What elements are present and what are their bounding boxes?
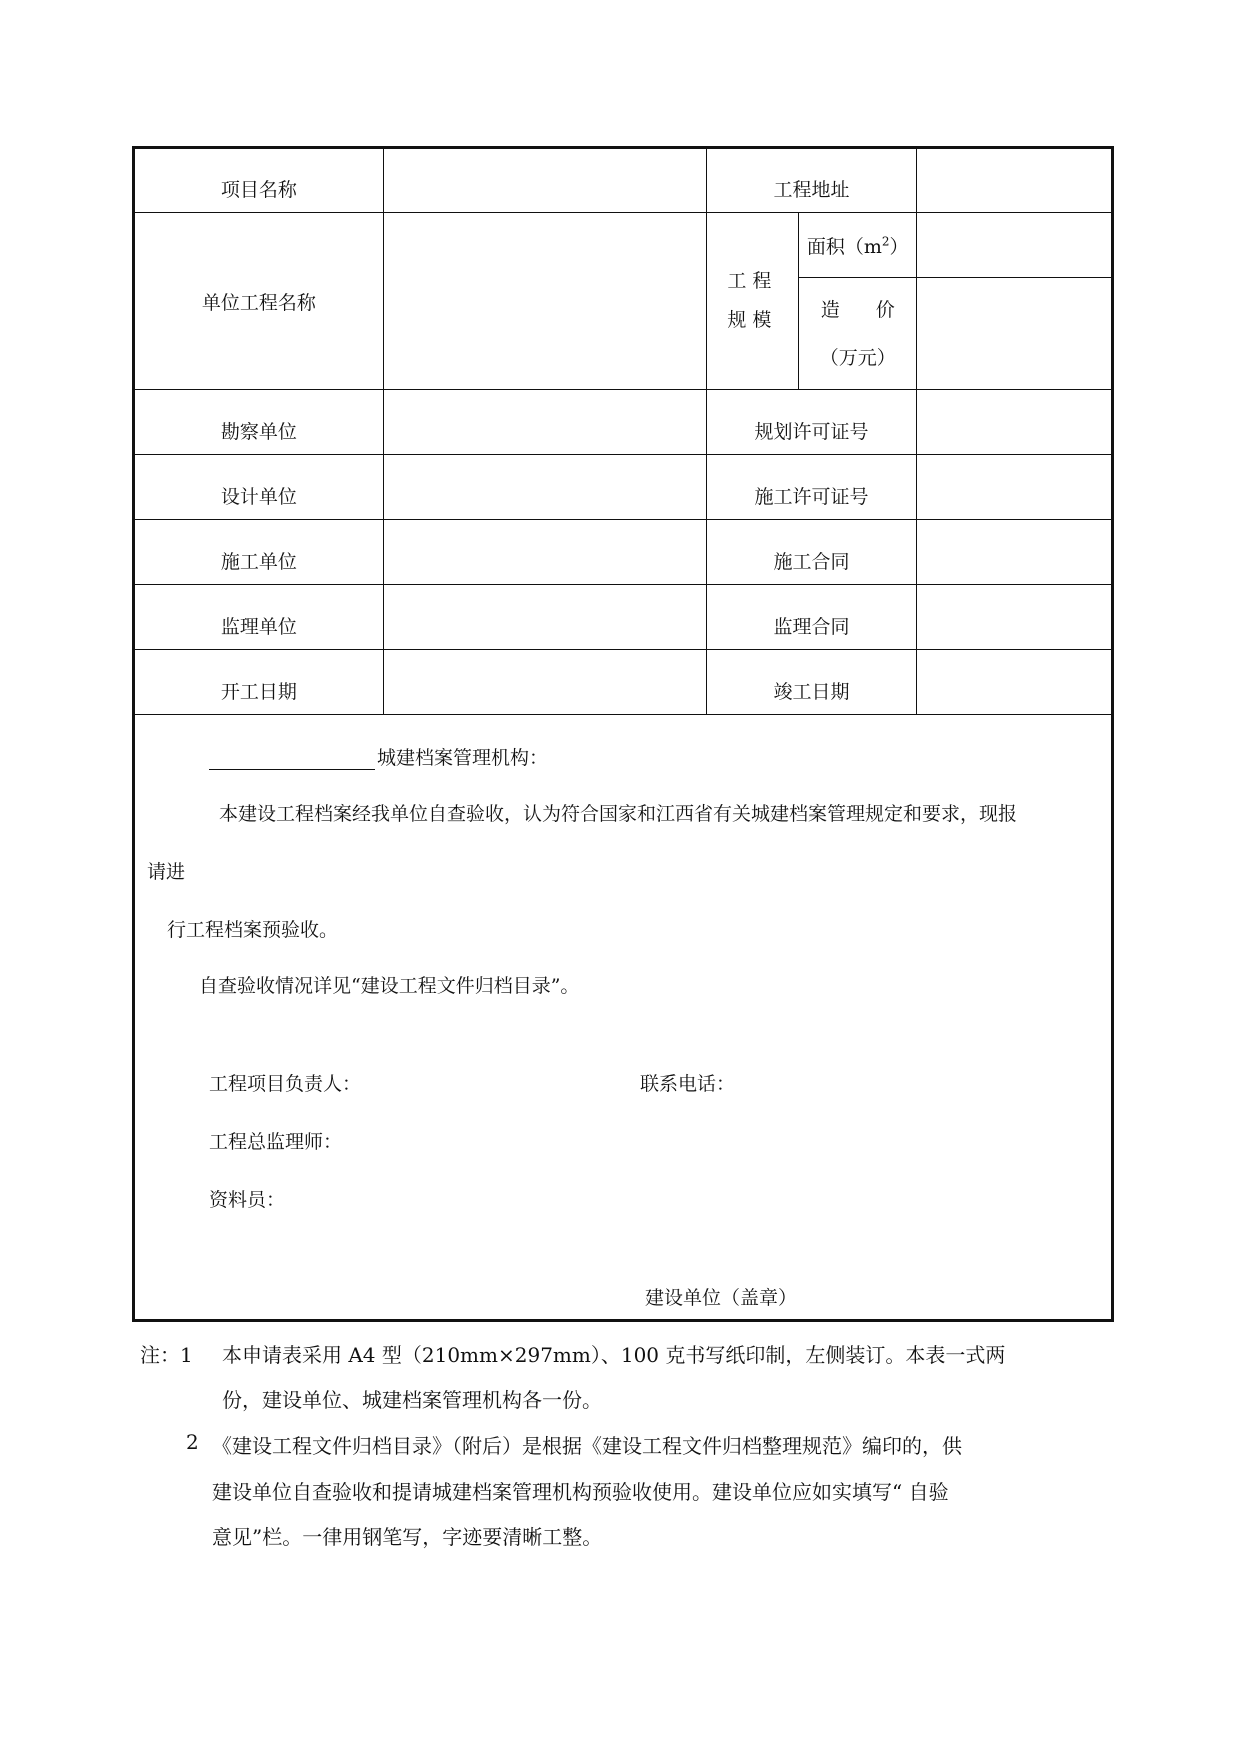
start-date-label: 开工日期: [134, 650, 384, 715]
supervision-unit-field[interactable]: [383, 585, 706, 650]
supervision-contract-field[interactable]: [917, 585, 1113, 650]
supervision-contract-label: 监理合同: [706, 585, 917, 650]
area-label-close: ）: [889, 235, 909, 258]
declaration-line1: 本建设工程档案经我单位自查验收，认为符合国家和江西省有关城建档案管理规定和要求，现报: [219, 803, 1018, 825]
unit-project-name-field[interactable]: [383, 213, 706, 390]
cost-label: [799, 278, 917, 390]
project-address-label: 工程地址: [706, 148, 917, 213]
project-scale-line1: 工程: [727, 270, 778, 292]
cost-label-a: 造: [820, 298, 876, 321]
start-date-field[interactable]: [383, 650, 706, 715]
survey-unit-label: 勘察单位: [134, 390, 384, 455]
area-field[interactable]: [917, 213, 1113, 278]
cost-label-unit: （万元）: [819, 346, 896, 369]
declaration-line3: 行工程档案预验收。: [167, 919, 339, 941]
supervision-unit-label: 监理单位: [134, 585, 384, 650]
construction-contract-label: 施工合同: [706, 520, 917, 585]
project-name-field[interactable]: [383, 148, 706, 213]
project-scale-line2: 规模: [727, 309, 778, 331]
survey-unit-field[interactable]: [383, 390, 706, 455]
project-scale-label: [706, 213, 798, 390]
planning-permit-label: 规划许可证号: [706, 390, 917, 455]
cost-field[interactable]: [917, 278, 1113, 390]
cost-label-line1: [799, 286, 916, 334]
documenter-label: 资料员：: [209, 1189, 286, 1211]
addressee-text: 城建档案管理机构：: [377, 747, 549, 769]
note1-line2: 份，建设单位、城建档案管理机构各一份。: [222, 1388, 602, 1412]
project-leader-label: 工程项目负责人：: [209, 1073, 362, 1095]
area-label-text: 面积（m: [806, 235, 882, 258]
completion-date-field[interactable]: [917, 650, 1113, 715]
contact-phone-label: 联系电话：: [640, 1073, 736, 1095]
note2-line1: 《建设工程文件归档目录》（附后）是根据《建设工程文件归档整理规范》编印的，供: [212, 1434, 962, 1458]
declaration-section: [134, 715, 1113, 1321]
construction-unit-field[interactable]: [383, 520, 706, 585]
construction-contract-field[interactable]: [917, 520, 1113, 585]
design-unit-label: 设计单位: [134, 455, 384, 520]
project-name-label: 项目名称: [134, 148, 384, 213]
seal-label: 建设单位（盖章）: [645, 1287, 798, 1309]
unit-project-name-label: 单位工程名称: [134, 213, 384, 390]
note2-prefix: 2: [186, 1430, 199, 1454]
area-label-sup: 2: [881, 234, 890, 249]
chief-supervisor-label: 工程总监理师：: [209, 1131, 343, 1153]
note1-prefix: 注：1: [140, 1343, 193, 1367]
completion-date-label: 竣工日期: [706, 650, 917, 715]
construction-permit-field[interactable]: [917, 455, 1113, 520]
cost-label-b: 价: [875, 298, 895, 321]
project-address-field[interactable]: [917, 148, 1113, 213]
construction-unit-label: 施工单位: [134, 520, 384, 585]
note2-line3: 意见”栏。一律用钢笔写，字迹要清晰工整。: [212, 1525, 603, 1549]
construction-permit-label: 施工许可证号: [706, 455, 917, 520]
note2-line2: 建设单位自查验收和提请城建档案管理机构预验收使用。建设单位应如实填写“ 自验: [212, 1480, 949, 1504]
planning-permit-field[interactable]: [917, 390, 1113, 455]
note1-line1: 本申请表采用 A4 型（210mm×297mm）、100 克书写纸印制，左侧装订。本表一式两: [222, 1343, 1006, 1367]
declaration-line2: 请进: [147, 861, 186, 883]
design-unit-field[interactable]: [383, 455, 706, 520]
archive-agency-blank[interactable]: [209, 749, 375, 770]
area-label: [799, 213, 917, 278]
addressee-line: [209, 743, 548, 770]
archive-application-table: [132, 146, 1114, 1322]
declaration-line4: 自查验收情况详见“建设工程文件归档目录”。: [199, 975, 580, 997]
